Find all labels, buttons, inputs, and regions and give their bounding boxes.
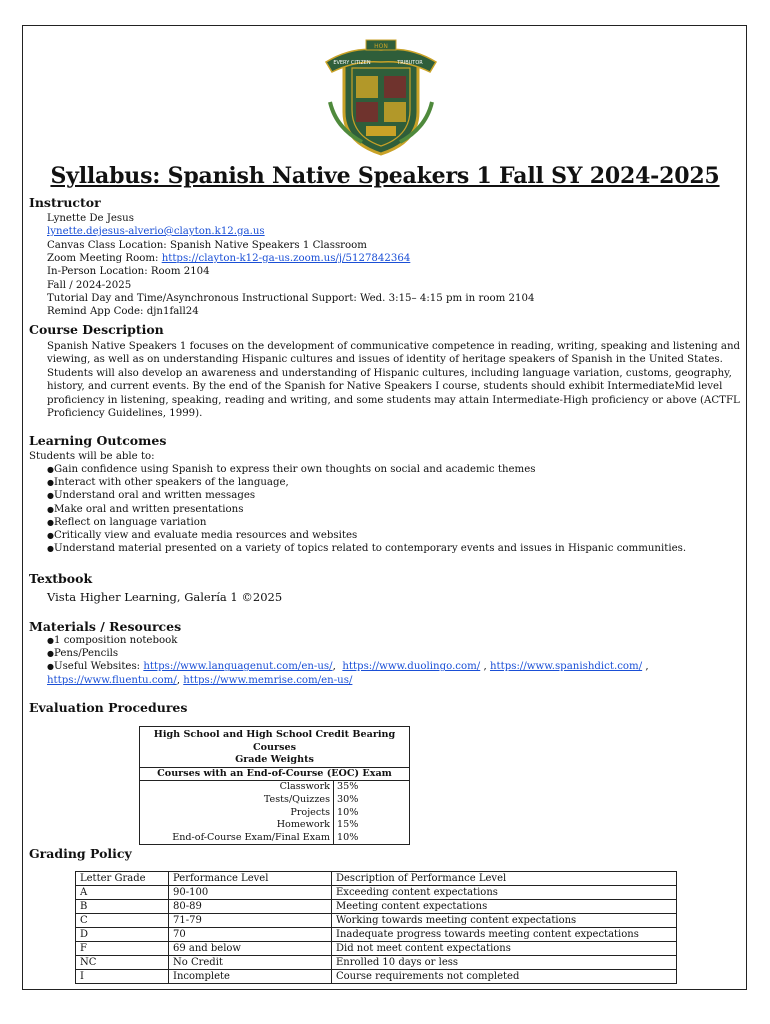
learning-outcomes-list (47, 463, 686, 555)
list-item: ● Interact with other speakers of the language, (47, 476, 686, 489)
table-row (76, 970, 677, 984)
grading-table (75, 871, 677, 984)
grade-cell: B (76, 900, 169, 914)
canvas-location: Canvas Class Location: Spanish Native Speakers 1 Classroom (47, 240, 367, 251)
crest-ribbon-top: HON (374, 43, 388, 50)
header-cell: Performance Level (169, 872, 332, 886)
list-item: ● Reflect on language variation (47, 516, 686, 529)
level-cell: 71-79 (169, 914, 332, 928)
header-cell: Description of Performance Level (332, 872, 677, 886)
table-row (140, 832, 410, 845)
table-header-row (76, 872, 677, 886)
table-row (140, 781, 410, 794)
category-cell: Homework (140, 819, 334, 832)
level-cell: 70 (169, 928, 332, 942)
list-item: ● 1 composition notebook (47, 634, 649, 647)
description-cell: Inadequate progress towards meeting content expectations (332, 928, 677, 942)
table-row (140, 819, 410, 832)
instructor-email-link[interactable]: lynette.dejesus-alverio@clayton.k12.ga.us (47, 226, 265, 237)
level-cell: No Credit (169, 956, 332, 970)
school-crest-logo (322, 38, 440, 158)
fluentu-link[interactable]: https://www.fluentu.com/ (47, 675, 177, 686)
weight-cell: 35% (337, 781, 359, 793)
table-row (76, 942, 677, 956)
table-row (140, 794, 410, 807)
weight-cell: 10% (337, 806, 359, 818)
term: Fall / 2024-2025 (47, 280, 132, 291)
course-description-text: Spanish Native Speakers 1 focuses on the development of communicative competence in reading, writing, speaking and listening and viewing, as well as on understanding Hispanic cultures and issues of identity of heritage speakers of Spanish in the United States. Students will also develop an awareness and understanding of Hispanic cultures, including language variation, customs, geography, history, and current events. By the end of the Spanish for Native Speakers I course, students should exhibit IntermediateMid level proficiency in listening, speaking, reading and writing, and some students may attain Intermediate-High proficiency or above (ACTFL Proficiency Guidelines, 1999). (47, 341, 741, 420)
description-cell: Meeting content expectations (332, 900, 677, 914)
list-item: ● Useful Websites: https://www.languagenut.com/en-us/, https://www.duolingo.com/ , https://www.spanishdict.com/ , (47, 660, 649, 673)
in-person-location: In-Person Location: Room 2104 (47, 266, 210, 277)
zoom-link[interactable]: https://clayton-k12-ga-us.zoom.us/j/5127842364 (161, 253, 411, 264)
textbook-heading: Textbook (29, 571, 93, 586)
list-item: ● Pens/Pencils (47, 647, 649, 660)
websites-label: Useful Websites: (53, 661, 144, 673)
duolingo-link[interactable]: https://www.duolingo.com/ (342, 661, 481, 673)
crest-ribbon-left: EVERY CITIZEN (333, 60, 371, 66)
weight-cell: 10% (337, 831, 359, 843)
memrise-link[interactable]: https://www.memrise.com/en-us/ (183, 675, 353, 686)
level-cell: 69 and below (169, 942, 332, 956)
level-cell: Incomplete (169, 970, 332, 984)
instructor-heading: Instructor (29, 195, 101, 210)
level-cell: 90-100 (169, 886, 332, 900)
description-cell: Exceeding content expectations (332, 886, 677, 900)
table-row (76, 900, 677, 914)
table-row (76, 914, 677, 928)
crest-ribbon-right: TRIBUTOR (397, 60, 423, 66)
description-cell: Course requirements not completed (332, 970, 677, 984)
languagenut-link[interactable]: https://www.languagenut.com/en-us/ (143, 661, 333, 673)
table-row (76, 928, 677, 942)
materials-heading: Materials / Resources (29, 619, 182, 634)
tutorial-time: Tutorial Day and Time/Asynchronous Instructional Support: Wed. 3:15– 4:15 pm in room 2104 (47, 293, 535, 304)
zoom-room (47, 252, 410, 265)
category-cell: End-of-Course Exam/Final Exam (140, 832, 334, 845)
description-cell: Enrolled 10 days or less (332, 956, 677, 970)
zoom-label: Zoom Meeting Room: (47, 253, 162, 264)
grade-weights-table (139, 726, 410, 845)
learning-outcomes-heading: Learning Outcomes (29, 433, 167, 448)
table-row (76, 956, 677, 970)
category-cell: Classwork (140, 781, 334, 794)
spanishdict-link[interactable]: https://www.spanishdict.com/ (489, 661, 643, 673)
course-description-heading: Course Description (29, 322, 164, 337)
list-item: ● Gain confidence using Spanish to express their own thoughts on social and academic themes (47, 463, 686, 476)
table-title-2: Grade Weights (140, 754, 410, 767)
category-cell: Tests/Quizzes (140, 794, 334, 807)
list-item: ● Make oral and written presentations (47, 503, 686, 516)
grade-cell: D (76, 928, 169, 942)
level-cell: 80-89 (169, 900, 332, 914)
grade-cell: NC (76, 956, 169, 970)
description-cell: Did not meet content expectations (332, 942, 677, 956)
weight-cell: 30% (337, 793, 359, 805)
grade-cell: A (76, 886, 169, 900)
grade-cell: F (76, 942, 169, 956)
materials-links-line-2: https://www.fluentu.com/, https://www.memrise.com/en-us/ (47, 675, 353, 686)
table-row (140, 807, 410, 820)
page-title: Syllabus: Spanish Native Speakers 1 Fall SY 2024-2025 (50, 163, 720, 189)
learning-outcomes-intro: Students will be able to: (29, 451, 155, 462)
table-title: High School and High School Credit Bearing Courses (153, 729, 396, 753)
textbook-text: Vista Higher Learning, Galería 1 ©2025 (47, 590, 283, 604)
weight-cell: 15% (337, 819, 359, 831)
list-item: ● Understand oral and written messages (47, 489, 686, 502)
list-item: ● Understand material presented on a variety of topics related to contemporary events and issues in Hispanic communities. (47, 542, 686, 555)
table-subtitle: Courses with an End-of-Course (EOC) Exam (140, 767, 410, 781)
list-item: ● Critically view and evaluate media resources and websites (47, 529, 686, 542)
description-cell: Working towards meeting content expectations (332, 914, 677, 928)
header-cell: Letter Grade (76, 872, 169, 886)
instructor-name: Lynette De Jesus (47, 213, 134, 224)
table-row (76, 886, 677, 900)
grade-cell: I (76, 970, 169, 984)
category-cell: Projects (140, 807, 334, 820)
grade-cell: C (76, 914, 169, 928)
remind-code: Remind App Code: djn1fall24 (47, 306, 199, 317)
evaluation-heading: Evaluation Procedures (29, 700, 188, 715)
materials-list (47, 634, 649, 674)
grading-heading: Grading Policy (29, 846, 132, 861)
